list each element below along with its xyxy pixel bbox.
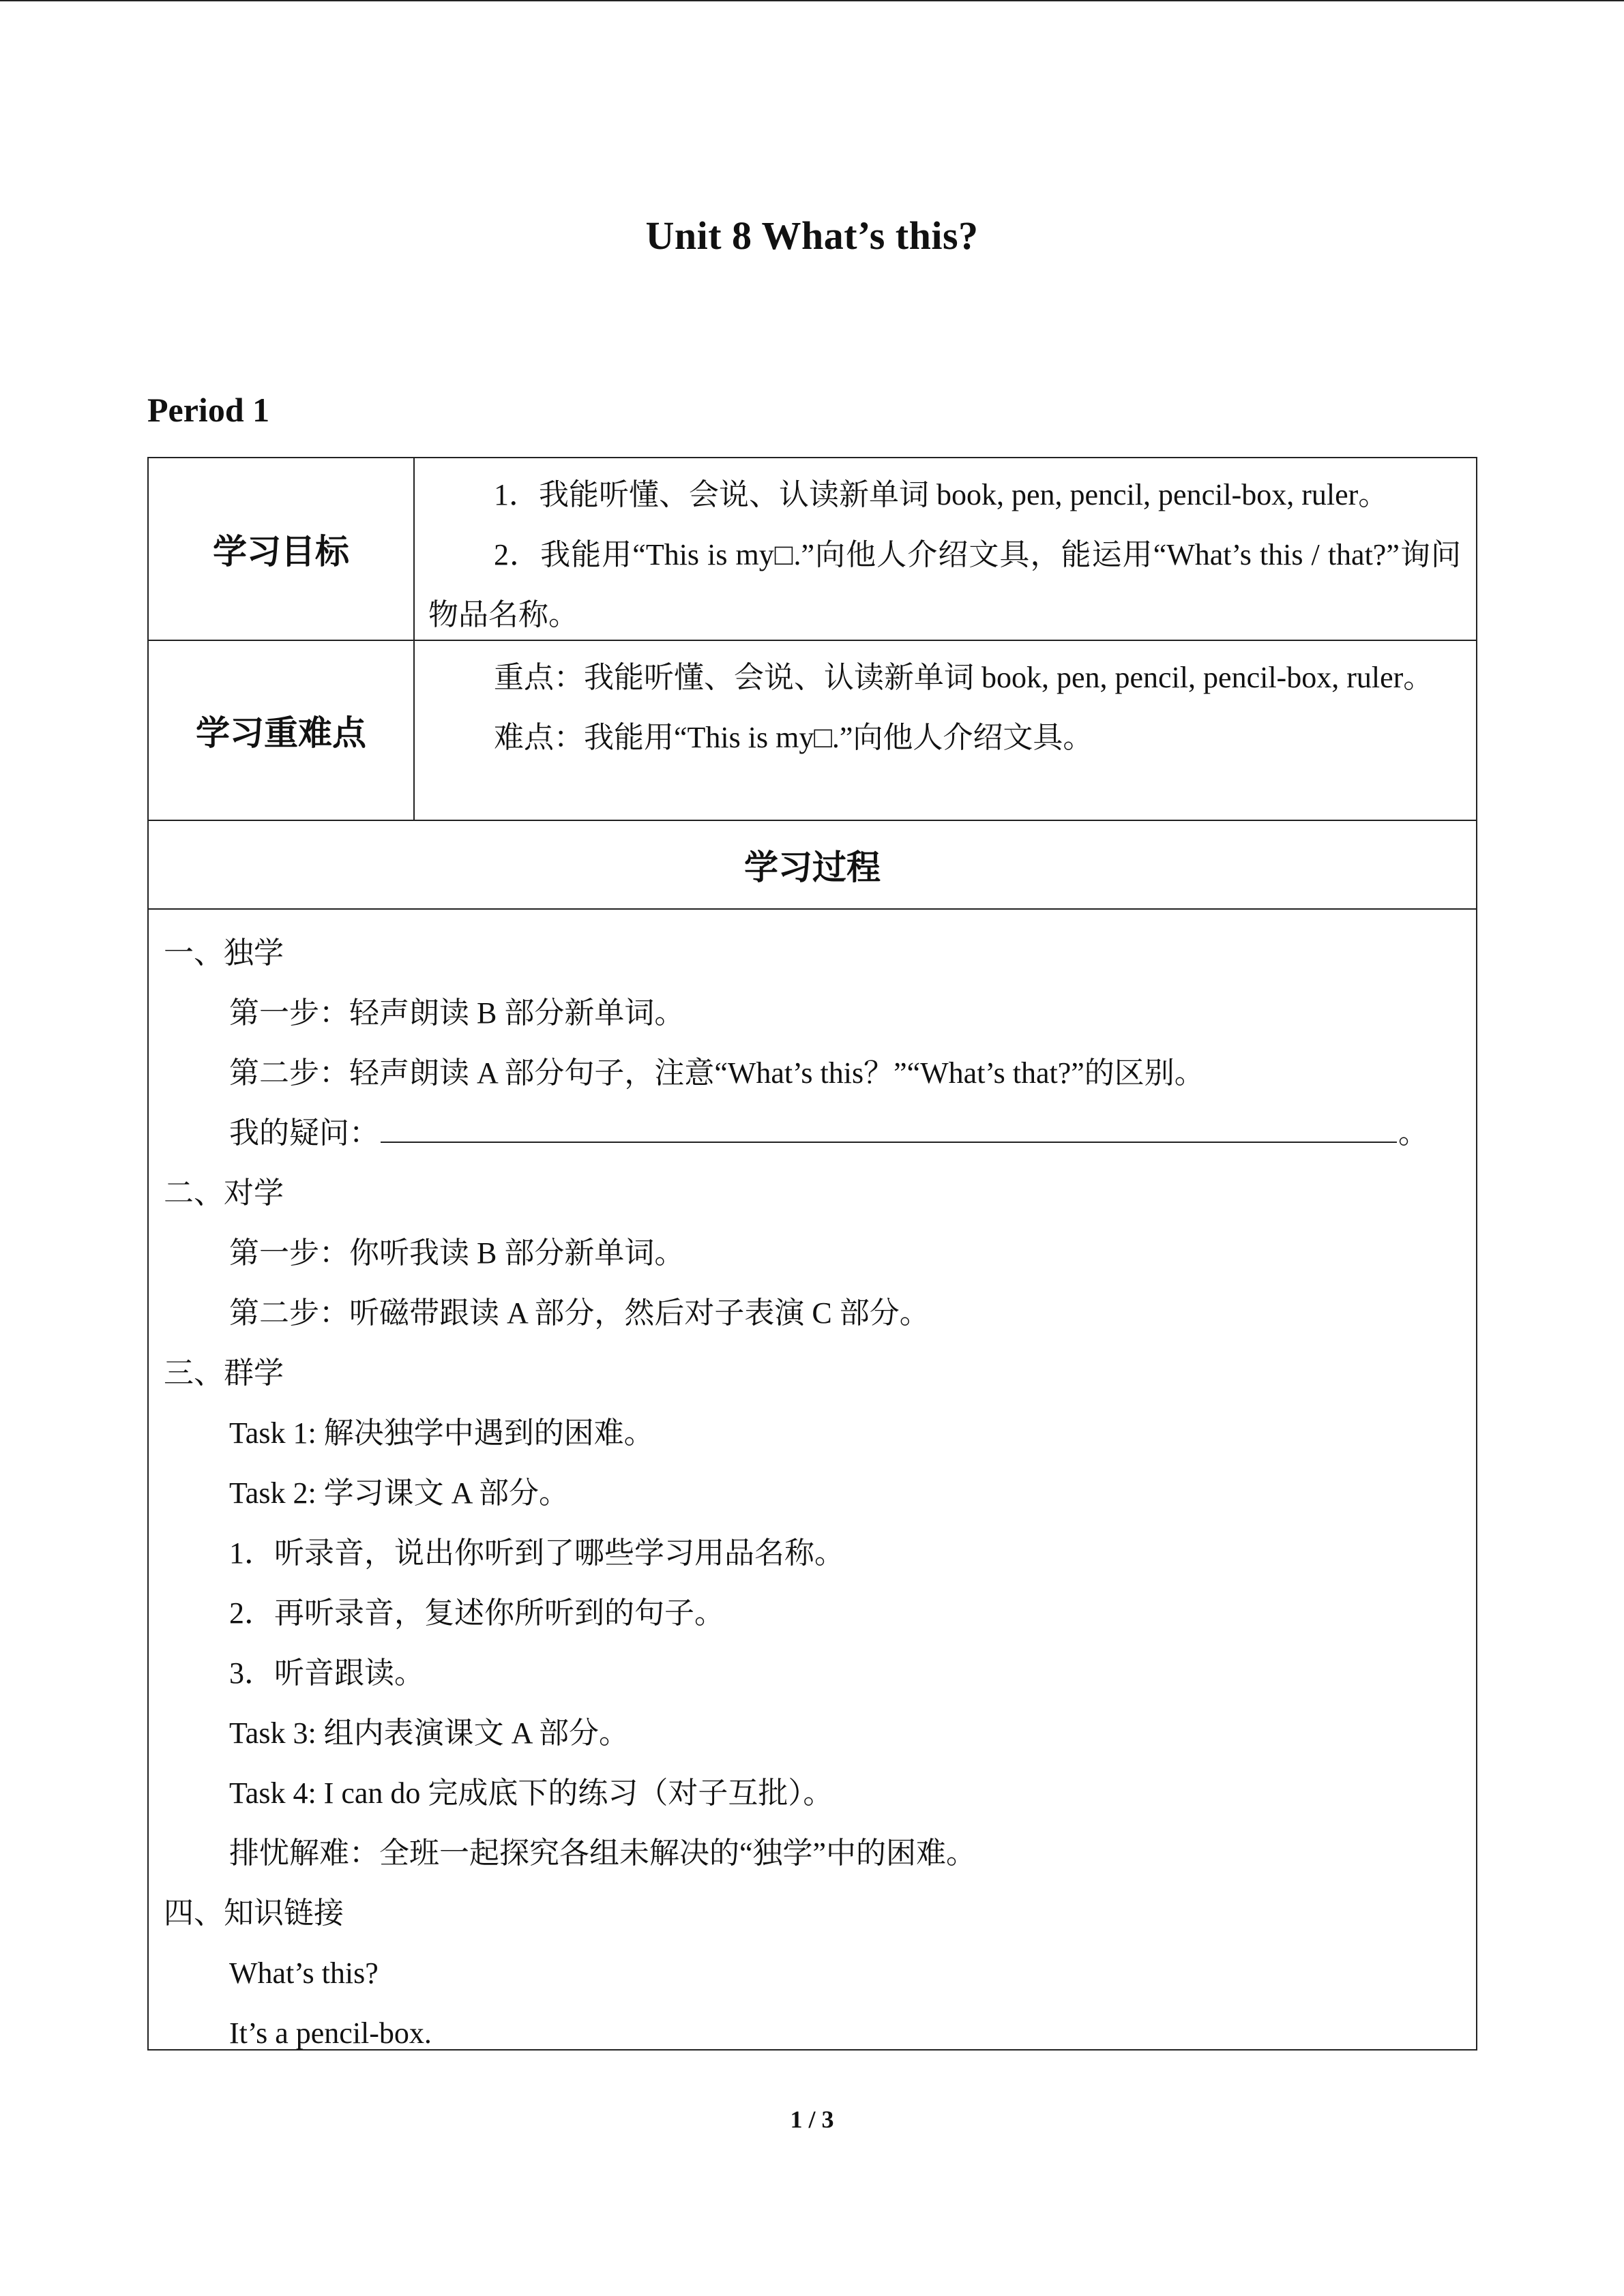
process-line: 第二步：轻声朗读 A 部分句子，注意“What’s this？”“What’s that?”的区别。 bbox=[229, 1056, 1205, 1090]
process-line: 3．听音跟读。 bbox=[229, 1656, 424, 1690]
document-title: Unit 8 What’s this? bbox=[645, 213, 979, 258]
process-line: It’s a pencil-box. bbox=[229, 2016, 432, 2050]
objective-line: 2．我能用“This is my□.”向他人介绍文具，能运用“What’s this / that?”询问物品名称。 bbox=[428, 538, 1461, 631]
page-number: 1 / 3 bbox=[790, 2106, 834, 2133]
process-line: 三、群学 bbox=[164, 1356, 284, 1390]
process-line: Task 1: 解决独学中遇到的困难。 bbox=[229, 1416, 654, 1450]
difficulty-line: 难点：我能用“This is my□.”向他人介绍文具。 bbox=[494, 721, 1093, 754]
key-points-row bbox=[149, 641, 1476, 821]
process-line: Task 4: I can do 完成底下的练习（对子互批）。 bbox=[229, 1776, 833, 1810]
process-title-row bbox=[149, 821, 1476, 910]
key-points-content bbox=[415, 641, 1476, 820]
process-body bbox=[149, 910, 1476, 2049]
process-line: 一、独学 bbox=[164, 936, 284, 970]
question-line bbox=[164, 1103, 1461, 1163]
study-table bbox=[147, 457, 1477, 2051]
process-line: 二、对学 bbox=[164, 1176, 284, 1210]
question-answer-blank[interactable] bbox=[381, 1110, 1397, 1143]
objective-line: 1．我能听懂、会说、认读新单词 book, pen, pencil, pencil-box, ruler。 bbox=[494, 478, 1389, 511]
key-points-label: 学习重难点 bbox=[149, 641, 415, 820]
process-line: Task 2: 学习课文 A 部分。 bbox=[229, 1476, 570, 1510]
focus-line: 重点：我能听懂、会说、认读新单词 book, pen, pencil, pencil-box, ruler。 bbox=[494, 661, 1434, 694]
process-line: 第一步：你听我读 B 部分新单词。 bbox=[229, 1236, 685, 1270]
period-heading: Period 1 bbox=[147, 391, 270, 429]
process-line: 第一步：轻声朗读 B 部分新单词。 bbox=[229, 996, 685, 1030]
process-line: 2．再听录音，复述你所听到的句子。 bbox=[229, 1596, 724, 1630]
process-line: 排忧解难：全班一起探究各组未解决的“独学”中的困难。 bbox=[229, 1836, 977, 1870]
process-line: 第二步：听磁带跟读 A 部分，然后对子表演 C 部分。 bbox=[229, 1296, 930, 1330]
process-line: Task 3: 组内表演课文 A 部分。 bbox=[229, 1716, 630, 1750]
process-line: 1．听录音，说出你听到了哪些学习用品名称。 bbox=[229, 1536, 844, 1570]
process-title: 学习过程 bbox=[744, 848, 881, 887]
objectives-row bbox=[149, 458, 1476, 641]
objectives-content bbox=[415, 458, 1476, 640]
question-label: 我的疑问： bbox=[229, 1116, 379, 1150]
process-line: What’s this? bbox=[229, 1956, 379, 1990]
question-end: 。 bbox=[1398, 1116, 1428, 1150]
objectives-label: 学习目标 bbox=[149, 458, 415, 640]
process-line: 四、知识链接 bbox=[164, 1896, 344, 1930]
